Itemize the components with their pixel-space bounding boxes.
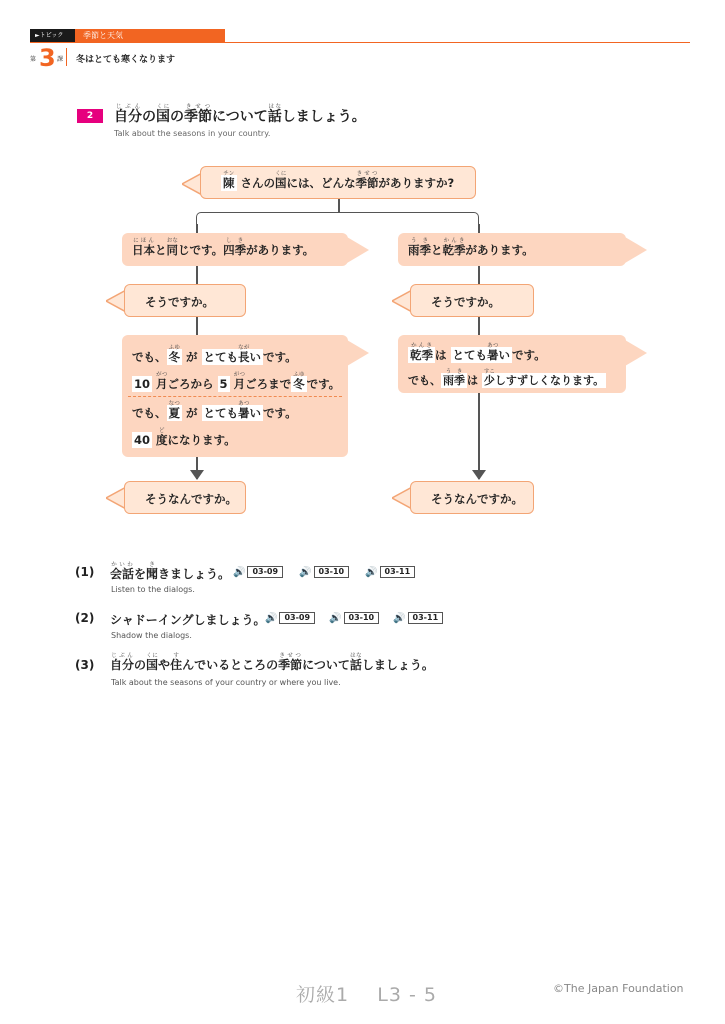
question-text: 自分じぶんの国くにや住すんでいるところの季節きせつについて話はなしましょう。 (110, 653, 434, 672)
audio-button[interactable]: 🔊 03-11 (365, 566, 415, 578)
lesson-title: 冬はとても寒くなります (76, 55, 176, 65)
right-detail-bubble: 乾季かんきは とても暑あつい です。 でも、 雨季うきは 少すこしすずしくなります。 (398, 335, 626, 393)
speaker-icon: 🔊 (299, 566, 312, 578)
right-answer-bubble: 雨季うきと乾季かんきがあります。 (398, 233, 626, 266)
section-divider (128, 396, 342, 397)
bubble-tail (347, 237, 369, 263)
bubble-tail (625, 340, 647, 366)
speaker-icon: 🔊 (265, 612, 278, 624)
lesson-prefix: 第 (30, 56, 37, 63)
question-text: 会話かいわを聞ききましょう。 (110, 562, 231, 581)
speaker-icon: 🔊 (233, 566, 246, 578)
lesson-number: 3 (39, 44, 56, 72)
footer-level: 初級1 L3 - 5 (296, 984, 437, 1006)
audio-button[interactable]: 🔊 03-11 (393, 612, 443, 624)
bubble-tail (625, 237, 647, 263)
speaker-icon: 🔊 (393, 612, 406, 624)
bubble-tail (347, 340, 369, 366)
final-response-1: そうなんですか。 (124, 481, 246, 514)
lesson-suffix: 課 (57, 56, 64, 63)
audio-button[interactable]: 🔊 03-10 (299, 566, 349, 578)
question-subtitle: Talk about the seasons of your country or where you live. (111, 678, 341, 687)
lesson-separator (66, 48, 67, 66)
footer-copyright: ©The Japan Foundation (553, 982, 684, 995)
left-detail-bubble: でも、 冬ふゆ が とても長ながい です。 10 月がつごろから 5 月がつごろまで 冬ふゆです。 でも、 夏なつ が とても暑あつい です。 40 度どになります。 (122, 335, 348, 457)
left-answer-bubble: 日本にほんと同おなじです。四季しきがあります。 (122, 233, 348, 266)
task-number-badge: 2 (77, 109, 103, 123)
final-response-2: そうなんですか。 (410, 481, 534, 514)
question-number: (3) (75, 658, 95, 672)
audio-button[interactable]: 🔊 03-09 (233, 566, 283, 578)
question-text: シャドーイングしましょう。 (110, 613, 266, 627)
question-number: (1) (75, 565, 95, 579)
response-bubble-1: そうですか。 (124, 284, 246, 317)
topic-tag: ►トピック (30, 29, 75, 42)
connector-line (338, 198, 340, 212)
right-arrow-icon (472, 470, 486, 480)
question-bubble: 陳チン さんの国くにには、どんな季節きせつがありますか? (200, 166, 476, 199)
question-subtitle: Listen to the dialogs. (111, 585, 195, 594)
topic-name: 季節と天気 (75, 29, 225, 42)
task-subtitle: Talk about the seasons in your country. (114, 129, 271, 138)
response-bubble-2: そうですか。 (410, 284, 534, 317)
header-rule (30, 42, 690, 43)
question-subtitle: Shadow the dialogs. (111, 631, 192, 640)
speaker-icon: 🔊 (329, 612, 342, 624)
question-number: (2) (75, 611, 95, 625)
task-title: 自分じぶんの国くにの季節きせつについて話はなしましょう。 (114, 104, 366, 125)
speaker-icon: 🔊 (365, 566, 378, 578)
audio-button[interactable]: 🔊 03-10 (329, 612, 379, 624)
footer-page: L3 - 5 (377, 984, 437, 1006)
audio-button[interactable]: 🔊 03-09 (265, 612, 315, 624)
connector-branch (196, 212, 479, 224)
left-arrow-icon (190, 470, 204, 480)
